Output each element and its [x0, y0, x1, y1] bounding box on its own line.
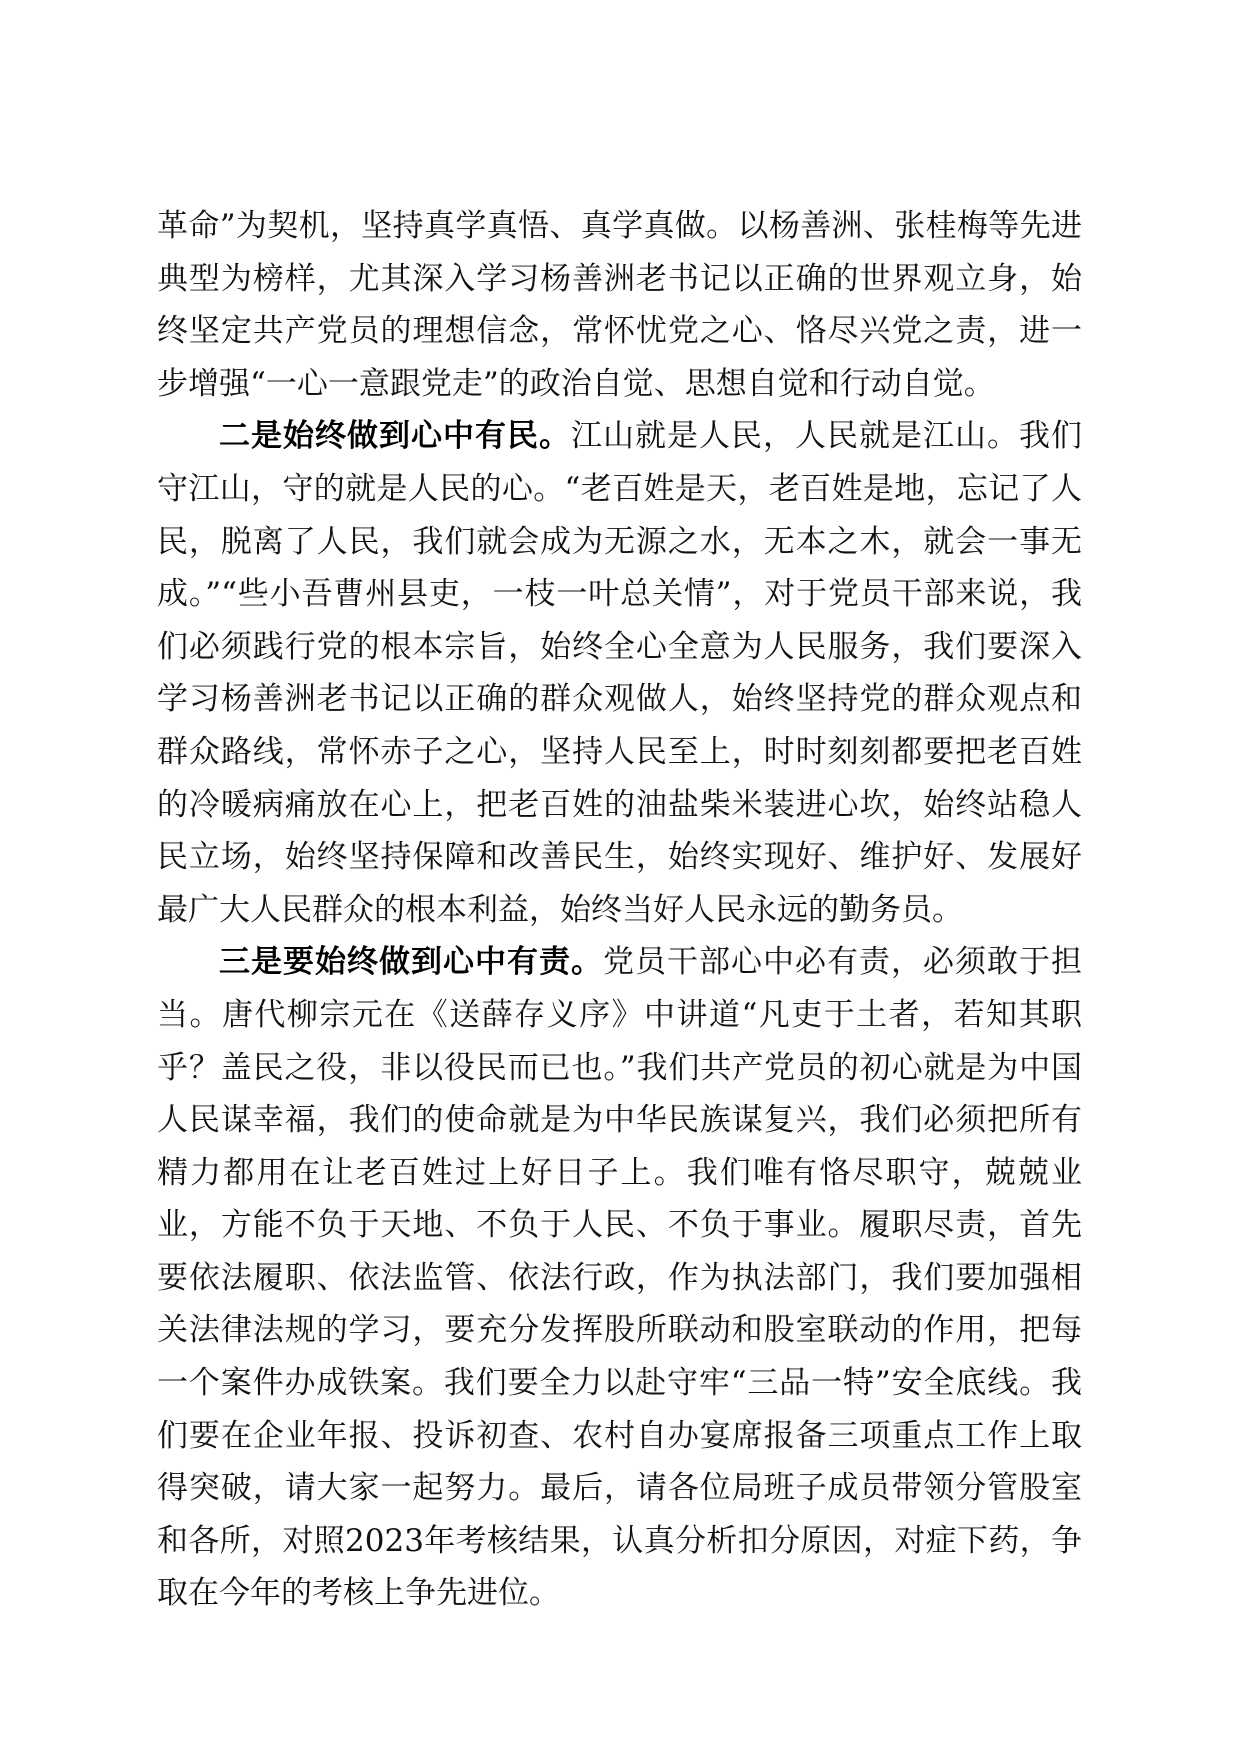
paragraph-2-text: 江山就是人民，人民就是江山。我们守江山，守的就是人民的心。“老百姓是天，老百姓是地，忘记了人民，脱离了人民，我们就会成为无源之水，无本之木，就会一事无成。”“些小吾曹州县吏，一枝一叶总关情”，对于党员干部来说，我们必须践行党的根本宗旨，始终全心全意为人民服务，我们要深入学习杨善洲老书记以正确的群众观做人，始终坚持党的群众观点和群众路线，常怀赤子之心，坚持人民至上，时时刻刻都要把老百姓的冷暖病痛放在心上，把老百姓的油盐柴米装进心坎，始终站稳人民立场，始终坚持保障和改善民生，始终实现好、维护好、发展好最广大人民群众的根本利益，始终当好人民永远的勤务员。: [157, 418, 1082, 928]
document-body: [157, 200, 1082, 1620]
paragraph-1: [157, 200, 1082, 410]
paragraph-1-text: 革命”为契机，坚持真学真悟、真学真做。以杨善洲、张桂梅等先进典型为榜样，尤其深入学习杨善洲老书记以正确的世界观立身，始终坚定共产党员的理想信念，常怀忧党之心、恪尽兴党之责，进一步增强“一心一意跟党走”的政治自觉、思想自觉和行动自觉。: [157, 208, 1082, 402]
paragraph-3: [157, 936, 1082, 1620]
paragraph-2: [157, 410, 1082, 936]
paragraph-3-text: 党员干部心中必有责，必须敢于担当。唐代柳宗元在《送薛存义序》中讲道“凡吏于土者，若知其职乎？盖民之役，非以役民而已也。”我们共产党员的初心就是为中国人民谋幸福，我们的使命就是为中华民族谋复兴，我们必须把所有精力都用在让老百姓过上好日子上。我们唯有恪尽职守，兢兢业业，方能不负于天地、不负于人民、不负于事业。履职尽责，首先要依法履职、依法监管、依法行政，作为执法部门，我们要加强相关法律法规的学习，要充分发挥股所联动和股室联动的作用，把每一个案件办成铁案。我们要全力以赴守牢“三品一特”安全底线。我们要在企业年报、投诉初查、农村自办宴席报备三项重点工作上取得突破，请大家一起努力。最后，请各位局班子成员带领分管股室和各所，对照2023年考核结果，认真分析扣分原因，对症下药，争取在今年的考核上争先进位。: [157, 944, 1082, 1612]
paragraph-3-heading: 三是要始终做到心中有责。: [219, 944, 603, 981]
paragraph-2-heading: 二是始终做到心中有民。: [219, 418, 571, 455]
